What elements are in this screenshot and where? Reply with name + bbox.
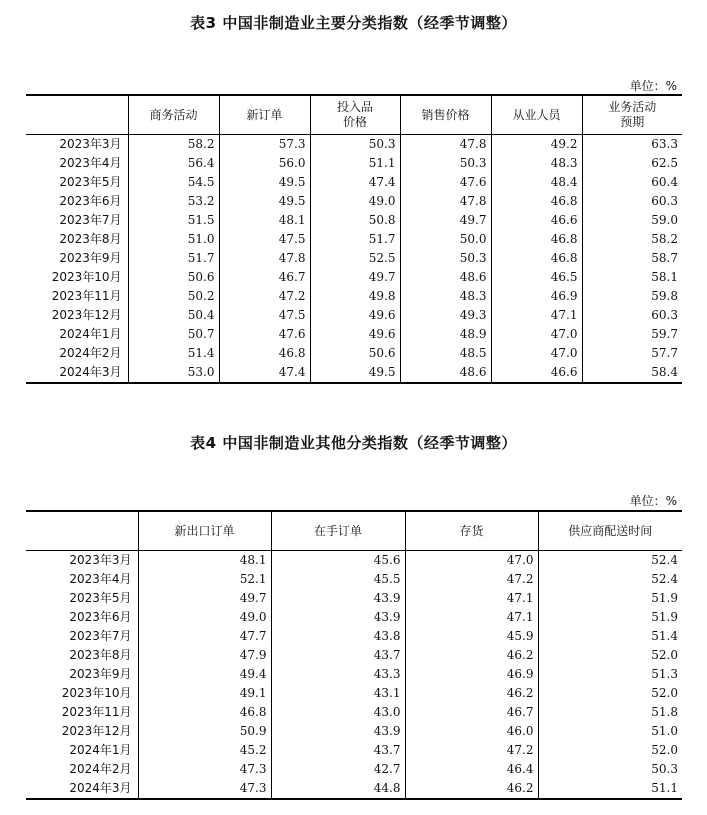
table-cell: 49.3 — [400, 306, 491, 325]
table-row — [26, 211, 682, 230]
table-cell: 46.2 — [405, 684, 538, 703]
row-month-label: 2023年11月 — [61, 705, 132, 719]
table-cell: 59.7 — [582, 325, 682, 344]
table-cell: 49.7 — [400, 211, 491, 230]
table-cell: 43.9 — [271, 589, 405, 608]
table4 — [26, 510, 682, 800]
table-cell: 43.0 — [271, 703, 405, 722]
table-cell: 48.3 — [491, 154, 582, 173]
table-cell: 52.5 — [310, 249, 400, 268]
table-row — [26, 154, 682, 173]
table4-header-cell: 在手订单 — [271, 511, 405, 551]
table4-header-row — [26, 511, 682, 551]
table-row — [26, 173, 682, 192]
table-row — [26, 608, 682, 627]
row-month-label: 2024年1月 — [59, 327, 122, 341]
table-cell: 46.9 — [405, 665, 538, 684]
table-cell: 46.2 — [405, 779, 538, 799]
table4-header-cell: 新出口订单 — [138, 511, 271, 551]
table-cell: 52.4 — [538, 551, 682, 571]
row-month-label: 2024年1月 — [69, 743, 132, 757]
table-cell: 51.9 — [538, 608, 682, 627]
table-cell: 51.8 — [538, 703, 682, 722]
table3-title: 表3 中国非制造业主要分类指数（经季节调整） — [190, 14, 517, 32]
table4-corner-cell — [26, 511, 138, 551]
table-cell: 57.7 — [582, 344, 682, 363]
table-cell: 51.9 — [538, 589, 682, 608]
table-cell: 52.1 — [138, 570, 271, 589]
table-cell: 46.2 — [405, 646, 538, 665]
row-month-label: 2023年10月 — [51, 270, 122, 284]
table-cell: 50.2 — [128, 287, 219, 306]
row-month-label: 2023年9月 — [59, 251, 122, 265]
table-cell: 48.1 — [219, 211, 310, 230]
table4-unit-label: 单位：% — [629, 494, 677, 508]
row-month-label: 2023年6月 — [69, 610, 132, 624]
table-cell: 51.1 — [310, 154, 400, 173]
table-cell: 51.3 — [538, 665, 682, 684]
table-cell: 50.4 — [128, 306, 219, 325]
row-month-label: 2023年11月 — [51, 289, 122, 303]
table-cell: 56.0 — [219, 154, 310, 173]
table-cell: 60.4 — [582, 173, 682, 192]
table-cell: 52.4 — [538, 570, 682, 589]
table-cell: 59.8 — [582, 287, 682, 306]
table-cell: 47.5 — [219, 230, 310, 249]
table-cell: 45.9 — [405, 627, 538, 646]
table-cell: 62.5 — [582, 154, 682, 173]
table3-header-row — [26, 95, 682, 135]
table-cell: 50.3 — [400, 249, 491, 268]
table-row — [26, 325, 682, 344]
table-cell: 46.0 — [405, 722, 538, 741]
table-cell: 43.3 — [271, 665, 405, 684]
table-cell: 46.6 — [491, 363, 582, 383]
table-row — [26, 230, 682, 249]
table-row — [26, 722, 682, 741]
table-cell: 53.2 — [128, 192, 219, 211]
table4-header-cell: 供应商配送时间 — [538, 511, 682, 551]
table-cell: 47.1 — [491, 306, 582, 325]
table-cell: 49.5 — [310, 363, 400, 383]
table-cell: 46.8 — [138, 703, 271, 722]
table4-title: 表4 中国非制造业其他分类指数（经季节调整） — [190, 434, 517, 452]
row-month-label: 2023年9月 — [69, 667, 132, 681]
table-cell: 49.7 — [310, 268, 400, 287]
table-row — [26, 344, 682, 363]
table-cell: 47.5 — [219, 306, 310, 325]
table-cell: 49.6 — [310, 325, 400, 344]
table-cell: 47.0 — [405, 551, 538, 571]
table-row — [26, 287, 682, 306]
table-cell: 43.9 — [271, 722, 405, 741]
table-cell: 43.8 — [271, 627, 405, 646]
table-cell: 50.6 — [310, 344, 400, 363]
table-cell: 46.8 — [219, 344, 310, 363]
table-cell: 47.1 — [405, 608, 538, 627]
table-row — [26, 779, 682, 799]
table-cell: 50.0 — [400, 230, 491, 249]
table-cell: 44.8 — [271, 779, 405, 799]
table-cell: 48.1 — [138, 551, 271, 571]
table-cell: 54.5 — [128, 173, 219, 192]
table-cell: 51.7 — [310, 230, 400, 249]
table-cell: 45.2 — [138, 741, 271, 760]
table-row — [26, 570, 682, 589]
table-cell: 50.7 — [128, 325, 219, 344]
row-month-label: 2023年12月 — [51, 308, 122, 322]
table-cell: 51.0 — [538, 722, 682, 741]
table-cell: 63.3 — [582, 135, 682, 155]
table-cell: 43.7 — [271, 741, 405, 760]
table-cell: 58.7 — [582, 249, 682, 268]
table-cell: 42.7 — [271, 760, 405, 779]
table3-header-cell: 销售价格 — [400, 95, 491, 135]
table-cell: 48.6 — [400, 363, 491, 383]
table3-header-cell: 新订单 — [219, 95, 310, 135]
table-row — [26, 589, 682, 608]
table-cell: 48.5 — [400, 344, 491, 363]
row-month-label: 2023年12月 — [61, 724, 132, 738]
table-cell: 49.0 — [310, 192, 400, 211]
table-cell: 49.5 — [219, 173, 310, 192]
table-cell: 60.3 — [582, 192, 682, 211]
table-cell: 51.0 — [128, 230, 219, 249]
row-month-label: 2023年5月 — [59, 175, 122, 189]
table3-header-cell: 投入品 价格 — [310, 95, 400, 135]
table-cell: 47.2 — [219, 287, 310, 306]
table-cell: 47.2 — [405, 741, 538, 760]
row-month-label: 2023年4月 — [69, 572, 132, 586]
table-row — [26, 741, 682, 760]
table-cell: 47.0 — [491, 344, 582, 363]
row-month-label: 2024年3月 — [69, 781, 132, 795]
table-cell: 52.0 — [538, 684, 682, 703]
row-month-label: 2023年7月 — [59, 213, 122, 227]
table-cell: 60.3 — [582, 306, 682, 325]
table3-body — [26, 135, 682, 384]
table-cell: 56.4 — [128, 154, 219, 173]
table-cell: 49.2 — [491, 135, 582, 155]
table-cell: 47.9 — [138, 646, 271, 665]
row-month-label: 2023年7月 — [69, 629, 132, 643]
row-month-label: 2023年8月 — [59, 232, 122, 246]
table3 — [26, 94, 682, 384]
row-month-label: 2023年4月 — [59, 156, 122, 170]
table-cell: 47.4 — [219, 363, 310, 383]
table-cell: 46.8 — [491, 192, 582, 211]
table-cell: 48.6 — [400, 268, 491, 287]
table-cell: 59.0 — [582, 211, 682, 230]
table-row — [26, 665, 682, 684]
table-row — [26, 551, 682, 571]
table-cell: 45.5 — [271, 570, 405, 589]
table-row — [26, 684, 682, 703]
row-month-label: 2023年6月 — [59, 194, 122, 208]
table-cell: 46.7 — [219, 268, 310, 287]
table-cell: 49.4 — [138, 665, 271, 684]
table-cell: 47.4 — [310, 173, 400, 192]
table-cell: 51.5 — [128, 211, 219, 230]
table-cell: 48.9 — [400, 325, 491, 344]
table-row — [26, 268, 682, 287]
row-month-label: 2023年3月 — [59, 137, 122, 151]
table-cell: 52.0 — [538, 646, 682, 665]
row-month-label: 2024年2月 — [69, 762, 132, 776]
table-row — [26, 760, 682, 779]
table-row — [26, 627, 682, 646]
table-cell: 43.1 — [271, 684, 405, 703]
table-cell: 50.3 — [400, 154, 491, 173]
table-cell: 49.0 — [138, 608, 271, 627]
table-cell: 46.8 — [491, 249, 582, 268]
table-cell: 49.8 — [310, 287, 400, 306]
table-cell: 50.8 — [310, 211, 400, 230]
table4-body — [26, 551, 682, 800]
table-cell: 49.6 — [310, 306, 400, 325]
table-cell: 47.6 — [400, 173, 491, 192]
table-cell: 58.4 — [582, 363, 682, 383]
row-month-label: 2023年10月 — [61, 686, 132, 700]
table-cell: 46.9 — [491, 287, 582, 306]
row-month-label: 2024年2月 — [59, 346, 122, 360]
table-cell: 50.3 — [310, 135, 400, 155]
table-cell: 49.5 — [219, 192, 310, 211]
table-row — [26, 135, 682, 155]
table-cell: 47.1 — [405, 589, 538, 608]
table3-header-cell: 从业人员 — [491, 95, 582, 135]
table-cell: 47.3 — [138, 779, 271, 799]
table3-header-cell: 业务活动 预期 — [582, 95, 682, 135]
table3-unit-label: 单位：% — [629, 79, 677, 93]
table-cell: 51.4 — [538, 627, 682, 646]
table-cell: 52.0 — [538, 741, 682, 760]
table-cell: 47.7 — [138, 627, 271, 646]
table-cell: 58.2 — [128, 135, 219, 155]
table4-header-cell: 存货 — [405, 511, 538, 551]
table-cell: 47.8 — [400, 135, 491, 155]
table-cell: 46.7 — [405, 703, 538, 722]
table-cell: 46.6 — [491, 211, 582, 230]
table-row — [26, 703, 682, 722]
table-row — [26, 646, 682, 665]
table-cell: 47.8 — [219, 249, 310, 268]
table-cell: 47.0 — [491, 325, 582, 344]
table-cell: 51.1 — [538, 779, 682, 799]
table-cell: 57.3 — [219, 135, 310, 155]
table-cell: 47.6 — [219, 325, 310, 344]
table-cell: 47.8 — [400, 192, 491, 211]
table-cell: 48.3 — [400, 287, 491, 306]
table-cell: 46.8 — [491, 230, 582, 249]
table-cell: 49.7 — [138, 589, 271, 608]
row-month-label: 2024年3月 — [59, 365, 122, 379]
table-cell: 50.9 — [138, 722, 271, 741]
table-cell: 58.2 — [582, 230, 682, 249]
table-cell: 53.0 — [128, 363, 219, 383]
table-row — [26, 192, 682, 211]
table-cell: 43.7 — [271, 646, 405, 665]
table-cell: 58.1 — [582, 268, 682, 287]
row-month-label: 2023年8月 — [69, 648, 132, 662]
table-row — [26, 363, 682, 383]
row-month-label: 2023年5月 — [69, 591, 132, 605]
table3-corner-cell — [26, 95, 128, 135]
table-cell: 51.4 — [128, 344, 219, 363]
table3-header-cell: 商务活动 — [128, 95, 219, 135]
table-cell: 46.5 — [491, 268, 582, 287]
table-cell: 51.7 — [128, 249, 219, 268]
table-cell: 50.3 — [538, 760, 682, 779]
table-cell: 47.3 — [138, 760, 271, 779]
table-row — [26, 249, 682, 268]
table-cell: 46.4 — [405, 760, 538, 779]
table-cell: 43.9 — [271, 608, 405, 627]
table-cell: 49.1 — [138, 684, 271, 703]
table-cell: 50.6 — [128, 268, 219, 287]
table-cell: 48.4 — [491, 173, 582, 192]
table-cell: 45.6 — [271, 551, 405, 571]
table-cell: 47.2 — [405, 570, 538, 589]
row-month-label: 2023年3月 — [69, 553, 132, 567]
table-row — [26, 306, 682, 325]
